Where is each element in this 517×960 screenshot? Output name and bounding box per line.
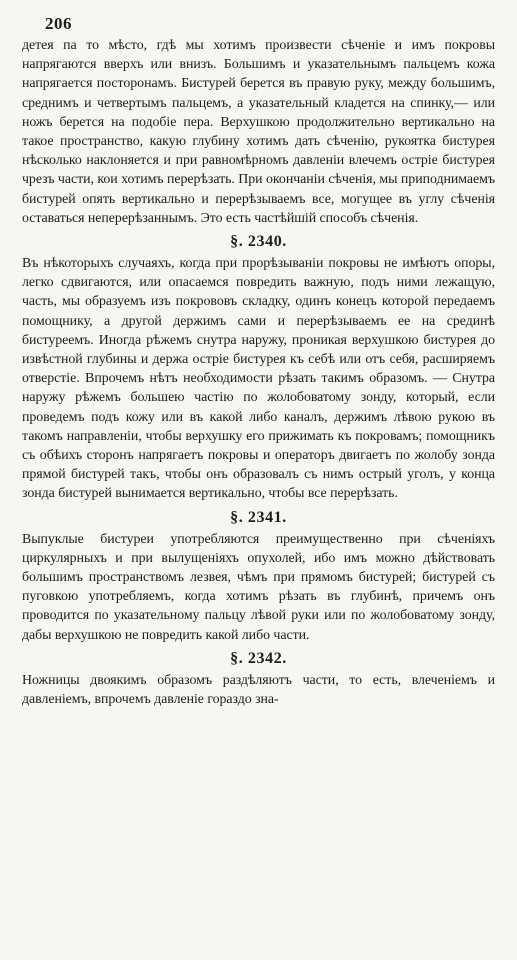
intro-paragraph: детея па то мѣсто, гдѣ мы хотимъ произвести сѣченіе и имъ покровы напрягаются вверхъ или внизъ. Большимъ и указательнымъ пальцемъ кожа напрягается посторонамъ. Бистурей берется въ правую руку, между большимъ, среднимъ и четвертымъ пальцемъ, а указательный кладется на спинку,— или ножъ берется на подобіе пера. Верхушкою продолжительно вертикально на такое пространство, какую глубину хотимъ дать сѣченію, рукоятка бистурея нѣсколько наклоняется и при равномѣрномъ давленіи влечемъ острiе бистурея чрезъ части, кои хотимъ перерѣзать. При окончаніи сѣченія, мы приподнимаемъ бистурей опять вертикально и перерѣзываемъ все, могущее въ углу сѣченія оставаться неперерѣзаннымъ. Это есть частѣйшій способъ сѣченія. (22, 38, 495, 226)
section-heading-2340: §. 2340. (230, 233, 287, 251)
section-text-2342: Ножницы двоякимъ образомъ раздѣляютъ части, то есть, влеченіемъ и давленіемъ, впрочемъ давленіе гораздо зна- (22, 672, 495, 708)
section-text-2341: Выпуклые бистуреи употребляются преимущественно при сѣченіяхъ циркулярныхъ и при вылущеніяхъ опухолей, ибо имъ можно дѣйствовать большимъ пространствомъ лезвея, чѣмъ при прямомъ бистурей; бистурей съ пуговкою употребляемъ, когда хотимъ рѣзать въ глубинѣ, причемъ онъ проводится по указательному пальцу лѣвой руки или по жолобоватому зонду, дабы верхушкою не повредить какой либо части. (22, 531, 495, 643)
section-text-2340: Въ нѣкоторыхъ случаяхъ, когда при прорѣзываніи покровы не имѣютъ опоры, легко сдвигаются, или опасаемся повредить важную, подъ ними лежащую, часть, мы образуемъ изъ покрововъ складку, одинъ конецъ которой передаемъ помощнику, а другой держимъ сами и перерѣзываемъ ее на срединѣ бистуреемъ. Иногда рѣжемъ снутра наружу, проникая верхушкою бистурея до извѣстной глубины и держа острiе бистурея къ себѣ или отъ себя, расширяемъ отверстiе. Впрочемъ нѣтъ необходимости рѣзать такимъ образомъ. — Снутра наружу рѣжемъ большею частію по жолобоватому зонду, который, если проведемъ подъ кожу или въ какой либо каналъ, держимъ лѣвою рукою въ такомъ направленіи, чтобы верхушку его прижимать къ покровамъ; помощникъ съ обѣихъ сторонъ напрягаетъ покровы и операторъ двигаетъ по жолобу зонда прямой бистурей такъ, чтобы онъ образовалъ съ нимъ острый уголъ, у конца зонда бистурей вынимается вертикально, чтобы все перерѣзать. (22, 256, 495, 502)
section-heading-2341: §. 2341. (230, 508, 287, 526)
page-number: 206 (45, 14, 72, 33)
section-heading-2342: §. 2342. (230, 649, 287, 667)
page-content (22, 36, 495, 709)
